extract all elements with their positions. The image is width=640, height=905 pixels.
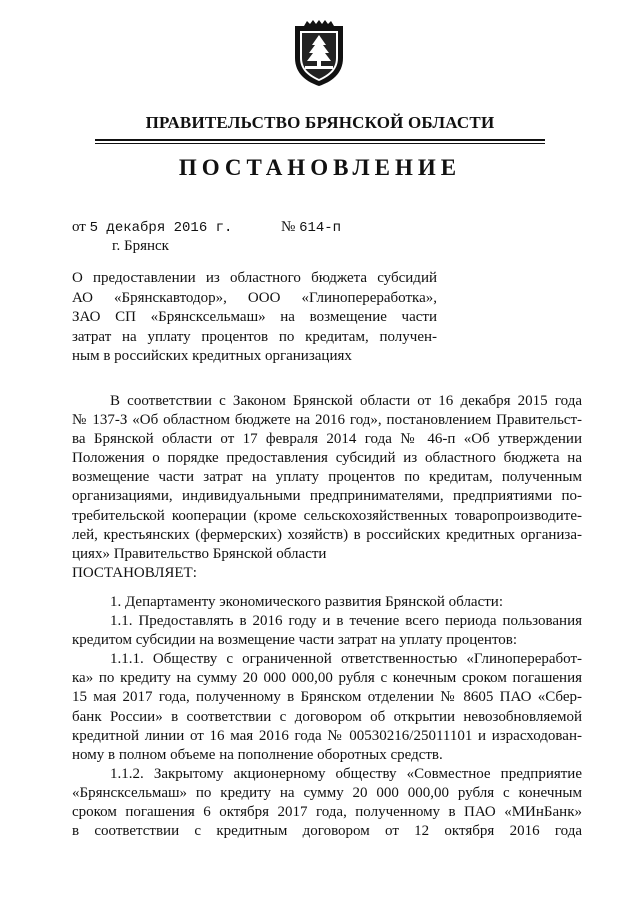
subject-line: затрат на уплату процентов по кредитам, получен-	[72, 328, 437, 345]
coat-of-arms-emblem	[289, 20, 349, 88]
body-line: кредитной линии от 16 мая 2016 года № 00530216/25011101 и израсходован-	[72, 727, 582, 744]
body-line: «Брянсксельмаш» по кредиту на сумму 20 000 000,00 рубля с конечным	[72, 784, 582, 801]
body-line: ва Брянской области от 17 февраля 2014 года № 46-п «Об утверждении	[72, 431, 582, 448]
body-line: циях» Правительство Брянской области	[72, 545, 327, 562]
header-rule-thick	[95, 139, 545, 141]
body-line: 1.1.2. Закрытому акционерному обществу «Совместное предприятие	[110, 765, 582, 782]
decree-body	[72, 392, 582, 841]
body-line: ПОСТАНОВЛЯЕТ:	[72, 564, 197, 581]
subject-line: ЗАО СП «Брянсксельмаш» на возмещение части	[72, 309, 437, 326]
body-line: организациями, индивидуальными предпринимателями, предприятиями по-	[72, 488, 582, 505]
body-line: в соответствии с кредитным договором от 12 октября 2016 года	[72, 823, 582, 840]
government-name: ПРАВИТЕЛЬСТВО БРЯНСКОЙ ОБЛАСТИ	[145, 113, 495, 132]
body-line: ка» по кредиту на сумму 20 000 000,00 рубля с конечным сроком погашения	[72, 670, 582, 687]
body-line: В соответствии с Законом Брянской области от 16 декабря 2015 года	[110, 393, 582, 409]
body-line: 1. Департаменту экономического развития Брянской области:	[110, 593, 503, 610]
decree-title: ПОСТАНОВЛЕНИЕ	[178, 155, 462, 180]
subject-line: АО «Брянскавтодор», ООО «Глинопереработка»,	[72, 289, 437, 306]
body-line: ному в полном объеме на пополнение оборотных средств.	[72, 746, 443, 763]
number-value: 614-п	[299, 220, 342, 236]
subject-line: ным в российских кредитных организациях	[72, 348, 352, 365]
body-line: № 137-З «Об областном бюджете на 2016 год», постановлением Правительст-	[72, 412, 582, 429]
body-line: лей, крестьянских (фермерских) хозяйств) в российских кредитных организа-	[72, 526, 582, 543]
decree-number	[281, 219, 341, 236]
decree-subject	[72, 269, 437, 367]
header-rule-thin	[95, 143, 545, 144]
body-line: Положения о порядке предоставления субсидий из областного бюджета на	[72, 450, 582, 467]
subject-line: О предоставлении из областного бюджета субсидий	[72, 270, 437, 286]
body-line: кредитом субсидии на возмещение части затрат на уплату процентов:	[72, 632, 518, 649]
body-line: возмещение части затрат на уплату процентов по кредитам, полученным	[72, 469, 582, 486]
decree-date	[72, 219, 232, 236]
body-line: банк России» в соответствии с договором об открытии невозобновляемой	[72, 708, 582, 725]
date-prefix: от	[72, 219, 86, 235]
body-line: требительской кооперации (кроме сельскохозяйственных товаропроизводите-	[72, 507, 582, 524]
body-line: 15 мая 2017 года, полученному в Брянском отделении № 8605 ПАО «Сбер-	[72, 689, 582, 706]
decree-city: г. Брянск	[112, 238, 169, 254]
number-prefix: №	[281, 219, 296, 235]
body-line: 1.1. Предоставлять в 2016 году и в течение всего периода пользования	[110, 613, 582, 630]
body-line	[72, 583, 582, 593]
body-line: 1.1.1. Обществу с ограниченной ответственностью «Глинопереработ-	[110, 651, 582, 668]
date-value: 5 декабря 2016 г.	[89, 220, 233, 236]
body-line: сроком погашения 6 октября 2017 года, полученному в ПАО «МИнБанк»	[72, 803, 582, 820]
